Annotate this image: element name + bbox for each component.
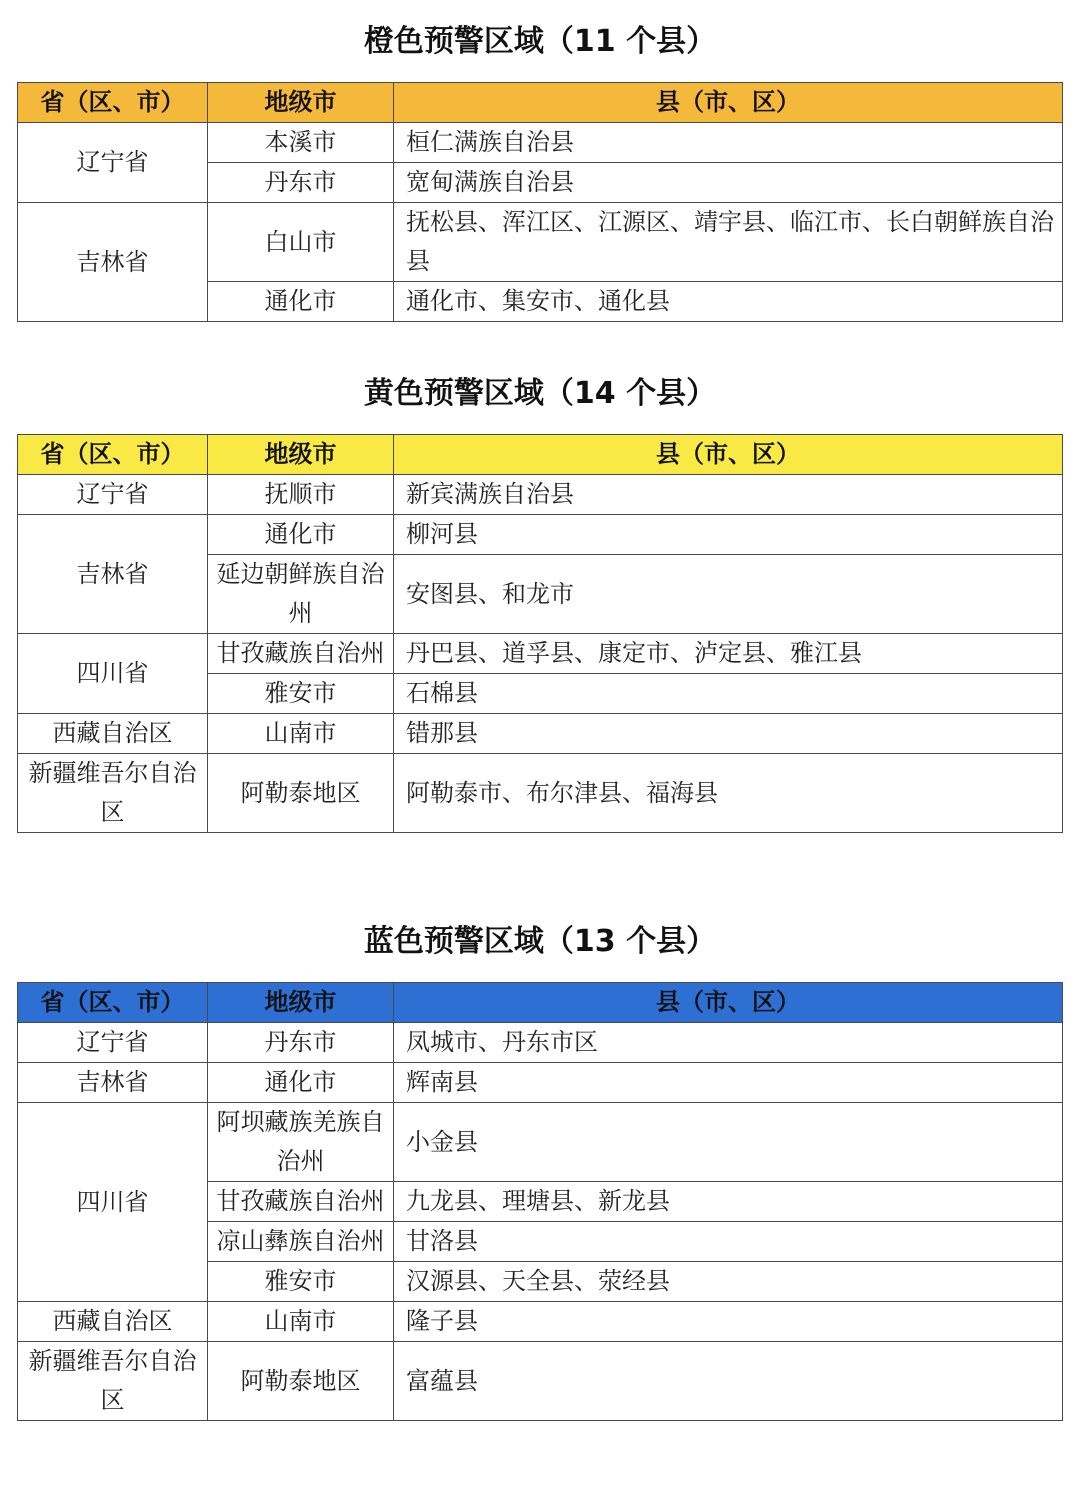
city-cell: 通化市 xyxy=(208,1063,394,1103)
county-cell: 丹巴县、道孚县、康定市、泸定县、雅江县 xyxy=(394,634,1063,674)
county-cell: 通化市、集安市、通化县 xyxy=(394,282,1063,322)
table-row xyxy=(18,634,1063,674)
table-header-row xyxy=(18,83,1063,123)
header-province: 省（区、市） xyxy=(18,83,208,123)
header-county: 县（市、区） xyxy=(394,435,1063,475)
table-row xyxy=(18,475,1063,515)
province-cell: 辽宁省 xyxy=(18,123,208,203)
city-cell: 抚顺市 xyxy=(208,475,394,515)
province-cell: 吉林省 xyxy=(18,203,208,322)
header-county: 县（市、区） xyxy=(394,83,1063,123)
county-cell: 九龙县、理塘县、新龙县 xyxy=(394,1182,1063,1222)
city-cell: 雅安市 xyxy=(208,674,394,714)
table-header-row xyxy=(18,983,1063,1023)
table-row xyxy=(18,1103,1063,1182)
city-cell: 通化市 xyxy=(208,282,394,322)
province-cell: 吉林省 xyxy=(18,1063,208,1103)
yellow-section-title: 黄色预警区域（14 个县） xyxy=(363,376,717,411)
city-cell: 阿勒泰地区 xyxy=(208,754,394,833)
province-cell: 新疆维吾尔自治区 xyxy=(18,754,208,833)
county-cell: 柳河县 xyxy=(394,515,1063,555)
blue-section-title: 蓝色预警区域（13 个县） xyxy=(363,924,717,959)
county-cell: 桓仁满族自治县 xyxy=(394,123,1063,163)
city-cell: 本溪市 xyxy=(208,123,394,163)
city-cell: 白山市 xyxy=(208,203,394,282)
city-cell: 通化市 xyxy=(208,515,394,555)
county-cell: 错那县 xyxy=(394,714,1063,754)
county-cell: 石棉县 xyxy=(394,674,1063,714)
county-cell: 隆子县 xyxy=(394,1302,1063,1342)
table-row xyxy=(18,1063,1063,1103)
county-cell: 凤城市、丹东市区 xyxy=(394,1023,1063,1063)
county-cell: 新宾满族自治县 xyxy=(394,475,1063,515)
province-cell: 西藏自治区 xyxy=(18,1302,208,1342)
city-cell: 丹东市 xyxy=(208,163,394,203)
header-province: 省（区、市） xyxy=(18,435,208,475)
header-province: 省（区、市） xyxy=(18,983,208,1023)
blue-warning-table xyxy=(17,982,1063,1421)
table-row xyxy=(18,1302,1063,1342)
table-row xyxy=(18,1342,1063,1421)
county-cell: 富蕴县 xyxy=(394,1342,1063,1421)
province-cell: 西藏自治区 xyxy=(18,714,208,754)
province-cell: 四川省 xyxy=(18,634,208,714)
county-cell: 辉南县 xyxy=(394,1063,1063,1103)
city-cell: 甘孜藏族自治州 xyxy=(208,1182,394,1222)
table-header-row xyxy=(18,435,1063,475)
county-cell: 宽甸满族自治县 xyxy=(394,163,1063,203)
table-row xyxy=(18,1023,1063,1063)
header-county: 县（市、区） xyxy=(394,983,1063,1023)
province-cell: 吉林省 xyxy=(18,515,208,634)
county-cell: 安图县、和龙市 xyxy=(394,555,1063,634)
table-row xyxy=(18,754,1063,833)
county-cell: 汉源县、天全县、荥经县 xyxy=(394,1262,1063,1302)
table-row xyxy=(18,123,1063,163)
province-cell: 辽宁省 xyxy=(18,475,208,515)
header-city: 地级市 xyxy=(208,983,394,1023)
county-cell: 甘洛县 xyxy=(394,1222,1063,1262)
table-row xyxy=(18,515,1063,555)
county-cell: 抚松县、浑江区、江源区、靖宇县、临江市、长白朝鲜族自治县 xyxy=(394,203,1063,282)
orange-section-title: 橙色预警区域（11 个县） xyxy=(363,24,717,59)
table-row xyxy=(18,714,1063,754)
province-cell: 新疆维吾尔自治区 xyxy=(18,1342,208,1421)
city-cell: 阿勒泰地区 xyxy=(208,1342,394,1421)
table-row xyxy=(18,203,1063,282)
city-cell: 山南市 xyxy=(208,1302,394,1342)
city-cell: 阿坝藏族羌族自治州 xyxy=(208,1103,394,1182)
city-cell: 丹东市 xyxy=(208,1023,394,1063)
header-city: 地级市 xyxy=(208,435,394,475)
city-cell: 甘孜藏族自治州 xyxy=(208,634,394,674)
city-cell: 凉山彝族自治州 xyxy=(208,1222,394,1262)
county-cell: 阿勒泰市、布尔津县、福海县 xyxy=(394,754,1063,833)
county-cell: 小金县 xyxy=(394,1103,1063,1182)
province-cell: 四川省 xyxy=(18,1103,208,1302)
city-cell: 山南市 xyxy=(208,714,394,754)
orange-warning-table xyxy=(17,82,1063,322)
city-cell: 延边朝鲜族自治州 xyxy=(208,555,394,634)
city-cell: 雅安市 xyxy=(208,1262,394,1302)
province-cell: 辽宁省 xyxy=(18,1023,208,1063)
header-city: 地级市 xyxy=(208,83,394,123)
yellow-warning-table xyxy=(17,434,1063,833)
